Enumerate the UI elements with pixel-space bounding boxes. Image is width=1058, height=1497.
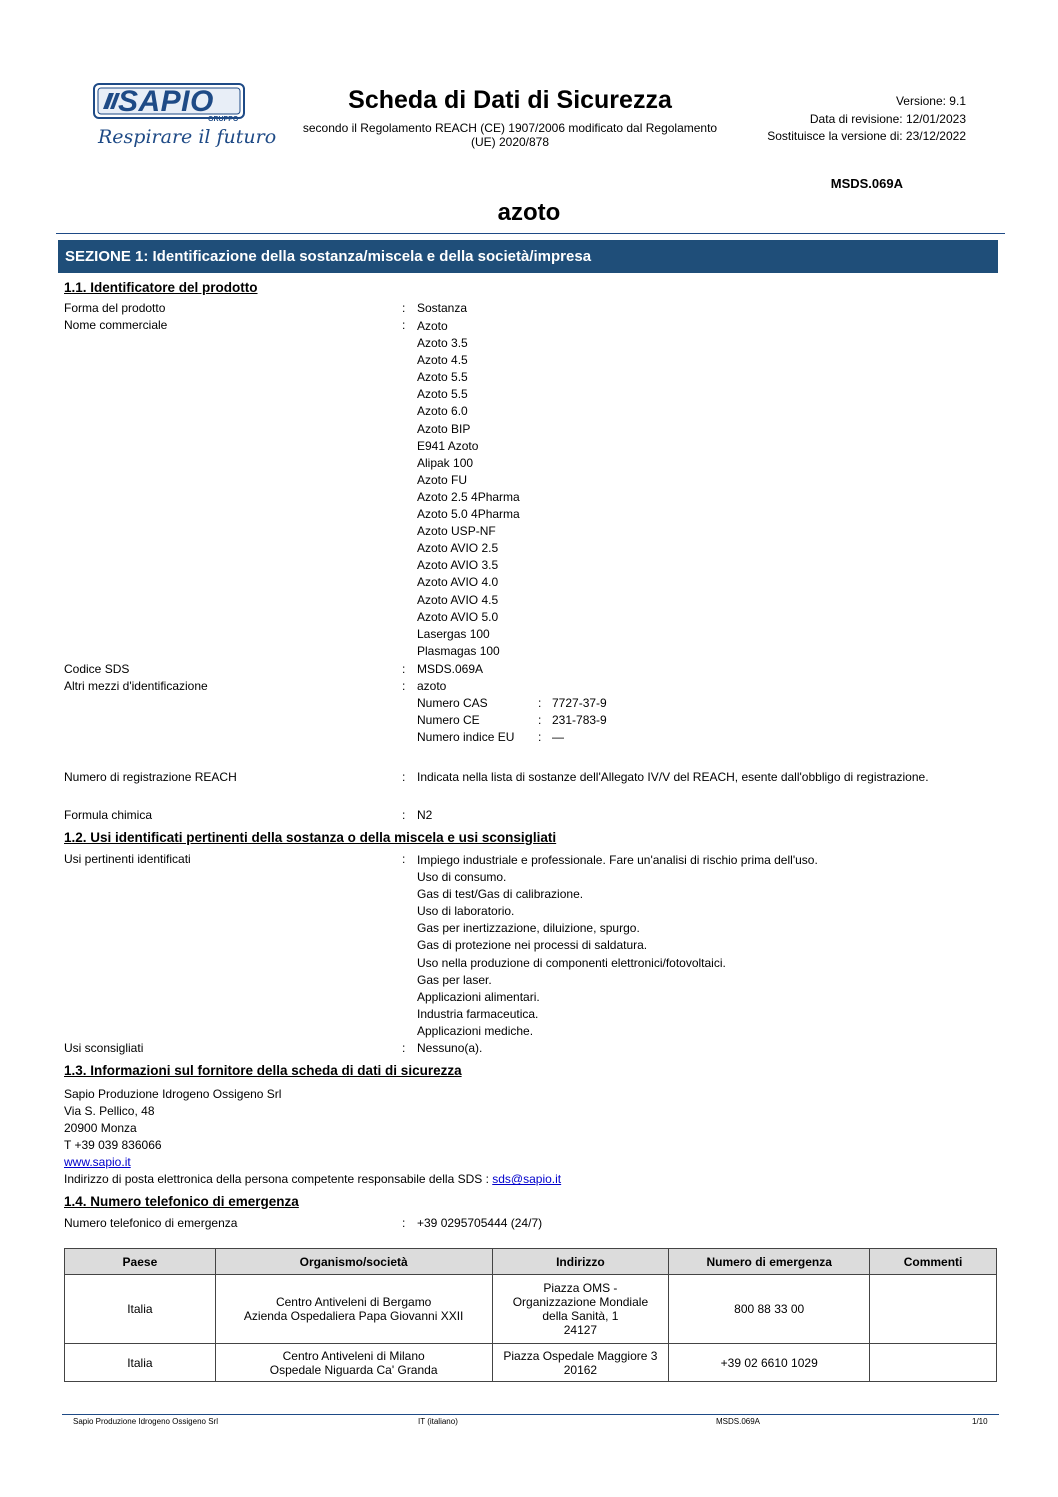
trade-name: Azoto AVIO 4.5 [417,592,499,607]
emergency-label: Numero telefonico di emergenza [64,1216,238,1230]
footer-code: MSDS.069A [716,1417,761,1426]
index-value: — [552,730,564,744]
footer-company: Sapio Produzione Idrogeno Ossigeno Srl [73,1417,218,1426]
trade-name: Azoto AVIO 4.0 [417,575,499,590]
colon: : [402,852,406,866]
cas-label: Numero CAS [417,696,488,710]
address-line: 20162 [563,1362,598,1377]
section-1-header [58,240,998,273]
subsection-1-3-title: 1.3. Informazioni sul fornitore della scheda di dati di sicurezza [64,1063,462,1078]
table-row [65,1275,997,1344]
colon: : [402,1216,406,1230]
org-line: Ospedale Niguarda Ca' Granda [269,1362,438,1377]
address-line: 24127 [563,1323,598,1337]
use-item: Applicazioni mediche. [417,1023,534,1038]
header-divider [56,233,1005,234]
subsection-1-2-title: 1.2. Usi identificati pertinenti della sostanza o della miscela e usi sconsigliati [64,830,557,845]
product-form-label: Forma del prodotto [64,301,166,315]
country-cell: Italia [65,1275,216,1344]
use-item: Gas per laser. [417,972,492,987]
other-id-value: azoto [417,679,447,693]
footer-divider [62,1414,999,1415]
other-id-label: Altri mezzi d'identificazione [64,679,208,693]
comments-cell [870,1275,997,1344]
cas-value: 7727-37-9 [552,696,607,710]
org-line: Azienda Ospedaliera Papa Giovanni XXII [243,1309,464,1323]
discouraged-uses-label: Usi sconsigliati [64,1041,144,1055]
trade-name: Azoto 5.5 [417,387,468,402]
org-line: Centro Antiveleni di Bergamo [275,1295,432,1309]
colon: : [538,696,542,710]
subsection-1-4-title: 1.4. Numero telefonico di emergenza [64,1194,299,1209]
trade-name: Azoto [417,319,448,333]
trade-name: Azoto AVIO 3.5 [417,558,499,573]
trade-name: Azoto 2.5 4Pharma [417,489,520,504]
address-line: Piazza OMS - [543,1281,618,1295]
supplier-line: T +39 039 836066 [64,1138,162,1153]
colon: : [402,318,406,332]
country-cell: Italia [65,1344,216,1382]
colon: : [538,713,542,727]
reach-label: Numero di registrazione REACH [64,770,237,784]
trade-name: Azoto USP-NF [417,524,496,539]
organization-cell [215,1275,492,1344]
trade-name: Alipak 100 [417,455,474,470]
discouraged-uses-value: Nessuno(a). [417,1041,483,1055]
column-header: Numero di emergenza [669,1249,870,1275]
sds-code-value: MSDS.069A [417,662,484,676]
sds-code-label: Codice SDS [64,662,130,676]
supplier-address [64,1086,561,1189]
uses-list [417,852,818,1040]
logo-group-label: GRUPPO [208,116,239,123]
use-item: Uso di laboratorio. [417,904,515,919]
trade-name-label: Nome commerciale [64,318,168,332]
use-item: Impiego industriale e professionale. Fare un'analisi di rischio prima dell'uso. [417,853,818,867]
trade-name: Lasergas 100 [417,626,490,641]
colon: : [402,770,406,784]
footer-language: IT (italiano) [418,1417,458,1426]
email-line [64,1171,561,1188]
supplier-line: 20900 Monza [64,1121,137,1136]
trade-name-list [417,318,520,660]
trade-name: Azoto 6.0 [417,404,468,419]
colon: : [538,730,542,744]
comments-cell [870,1344,997,1382]
section-1-title: SEZIONE 1: Identificazione della sostanza/miscela e della società/impresa [65,248,592,265]
emergency-value: +39 0295705444 (24/7) [417,1216,543,1230]
colon: : [402,808,406,822]
product-name: azoto [497,199,561,226]
product-form-value: Sostanza [417,301,468,315]
index-label: Numero indice EU [417,730,515,744]
address-line: della Sanità, 1 [542,1309,619,1323]
use-item: Uso nella produzione di componenti elettronici/fotovoltaici. [417,955,726,970]
column-header: Indirizzo [492,1249,669,1275]
supplier-line: Via S. Pellico, 48 [64,1104,155,1119]
footer-page: 1/10 [972,1417,988,1426]
trade-name: Azoto AVIO 2.5 [417,541,499,556]
trade-name: E941 Azoto [417,438,479,453]
emergency-contacts-table [64,1248,997,1382]
column-header: Commenti [870,1249,997,1275]
supplier-line: Sapio Produzione Idrogeno Ossigeno Srl [64,1087,282,1101]
column-header: Paese [65,1249,216,1275]
formula-label: Formula chimica [64,808,153,822]
trade-name: Azoto 5.0 4Pharma [417,507,520,522]
trade-name: Azoto 4.5 [417,353,468,368]
column-header: Organismo/società [215,1249,492,1275]
use-item: Gas per inertizzazione, diluizione, spurgo. [417,921,640,936]
org-line: Centro Antiveleni di Milano [282,1348,425,1363]
trade-name: Plasmagas 100 [417,643,500,658]
document-title: Scheda di Dati di Sicurezza [348,86,672,114]
reach-value: Indicata nella lista di sostanze dell'Allegato IV/V del REACH, esente dall'obbligo di registrazione. [417,770,929,784]
version: Versione: 9.1 [895,94,966,108]
colon: : [402,301,406,315]
version-info [740,93,966,146]
table-row [65,1344,997,1382]
trade-name: Azoto 3.5 [417,336,468,351]
use-item: Gas di protezione nei processi di saldatura. [417,938,648,953]
use-item: Gas di test/Gas di calibrazione. [417,887,584,902]
trade-name: Azoto BIP [417,421,471,436]
use-item: Applicazioni alimentari. [417,989,540,1004]
use-item: Uso di consumo. [417,870,507,885]
replaces-version: Sostituisce la versione di: 23/12/2022 [767,129,966,143]
formula-value: N2 [417,808,433,822]
email-link[interactable]: sds@sapio.it [492,1172,562,1187]
trade-name: Azoto FU [417,472,468,487]
logo-wordmark: SAPIO [118,85,214,118]
address-line: Organizzazione Mondiale [512,1295,649,1309]
colon: : [402,662,406,676]
table-header-row [65,1249,997,1275]
ce-label: Numero CE [417,713,480,727]
address-line: Piazza Ospedale Maggiore 3 [503,1348,658,1363]
colon: : [402,1041,406,1055]
email-label: Indirizzo di posta elettronica della persona competente responsabile della SDS : [64,1172,493,1187]
logo-slogan: Respirare il futuro [98,126,277,148]
uses-label: Usi pertinenti identificati [64,852,191,866]
use-item: Industria farmaceutica. [417,1006,539,1021]
organization-cell [215,1344,492,1382]
revision-date: Data di revisione: 12/01/2023 [809,111,966,126]
msds-code: MSDS.069A [830,176,903,191]
website-link[interactable]: www.sapio.it [64,1155,131,1170]
address-cell [492,1344,669,1382]
subsection-1-1-title: 1.1. Identificatore del prodotto [64,280,258,295]
colon: : [402,679,406,693]
document-subtitle: secondo il Regolamento REACH (CE) 1907/2006 modificato dal Regolamento (UE) 2020/878 [302,121,718,149]
address-cell [492,1275,669,1344]
emergency-number-cell: 800 88 33 00 [669,1275,870,1344]
trade-name: Azoto 5.5 [417,370,468,385]
emergency-number-cell: +39 02 6610 1029 [669,1344,870,1382]
ce-value: 231-783-9 [552,713,607,727]
trade-name: Azoto AVIO 5.0 [417,609,499,624]
